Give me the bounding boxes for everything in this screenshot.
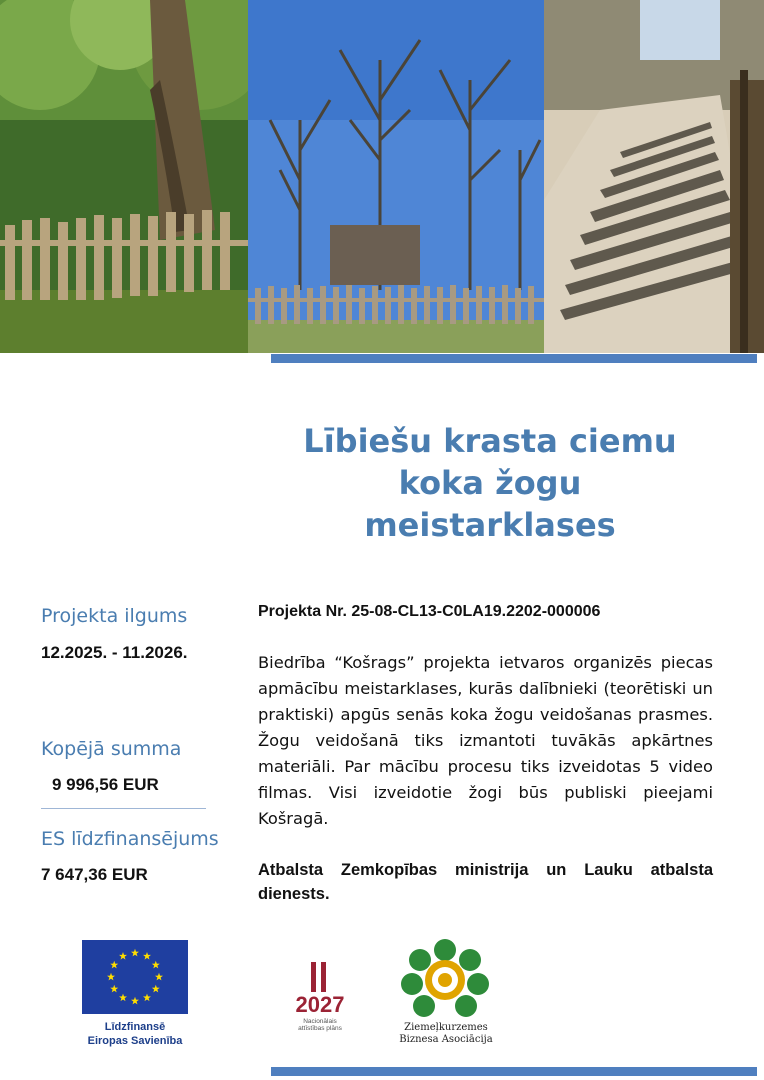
sidebar-divider bbox=[41, 808, 206, 809]
eu-caption bbox=[60, 1020, 210, 1048]
eu-caption-line-1: Līdzfinansē bbox=[104, 1021, 166, 1033]
top-accent-rule bbox=[271, 354, 757, 363]
title-line-2: koka žogu bbox=[398, 464, 582, 502]
title-line-1: Lībiešu krasta ciemu bbox=[303, 422, 677, 460]
project-number: Projekta Nr. 25-08-CL13-C0LA19.2202-000006 bbox=[258, 603, 601, 620]
eu-cofinancing-value: 7 647,36 EUR bbox=[41, 865, 148, 884]
photo-sandy-road-shadows bbox=[544, 0, 764, 353]
photo-strip bbox=[0, 0, 764, 353]
support-statement: Atbalsta Zemkopības ministrija un Lauku atbalsta dienests. bbox=[258, 861, 713, 903]
page-title bbox=[290, 420, 690, 546]
national-development-plan-logo bbox=[285, 960, 355, 1032]
eu-caption-line-2: Eiropas Savienība bbox=[87, 1035, 183, 1047]
zba-logo bbox=[400, 938, 490, 1008]
total-amount-label: Kopējā summa bbox=[41, 738, 182, 760]
zba-caption-line-2: Biznesa Asociācija bbox=[399, 1034, 493, 1045]
duration-value: 12.2025. - 11.2026. bbox=[41, 643, 188, 662]
photo-old-tree-fence bbox=[0, 0, 270, 353]
bottom-accent-rule bbox=[271, 1067, 757, 1076]
project-description: Biedrība “Košrags” projekta ietvaros organizēs piecas apmācību meistarklases, kurās dalībnieki (teorētiski un praktiski) apgūs senās koka žogu veidošanas prasmes. Žogu veidošanā tiks izmantoti tuvākās apkārtnes materiāli. Par mācību procesu tiks izveidotas 5 video filmas. Visi izveidotie žogi būs publiski pieejami Košragā. bbox=[258, 653, 713, 828]
np-logo-caption-2: attīstības plāns bbox=[298, 1025, 342, 1032]
duration-label: Projekta ilgums bbox=[41, 605, 188, 627]
eu-flag-logo bbox=[82, 940, 188, 1014]
np-logo-number: 2027 bbox=[295, 992, 345, 1017]
zba-caption-line-1: Ziemeļkurzemes bbox=[404, 1022, 488, 1033]
title-line-3: meistarklases bbox=[364, 506, 616, 544]
np-logo-caption-1: Nacionālais bbox=[303, 1018, 337, 1025]
zba-caption bbox=[396, 1022, 496, 1046]
eu-cofinancing-label: ES līdzfinansējums bbox=[41, 828, 219, 850]
total-amount-value: 9 996,56 EUR bbox=[52, 775, 159, 794]
photo-bare-trees-fence bbox=[248, 0, 544, 353]
